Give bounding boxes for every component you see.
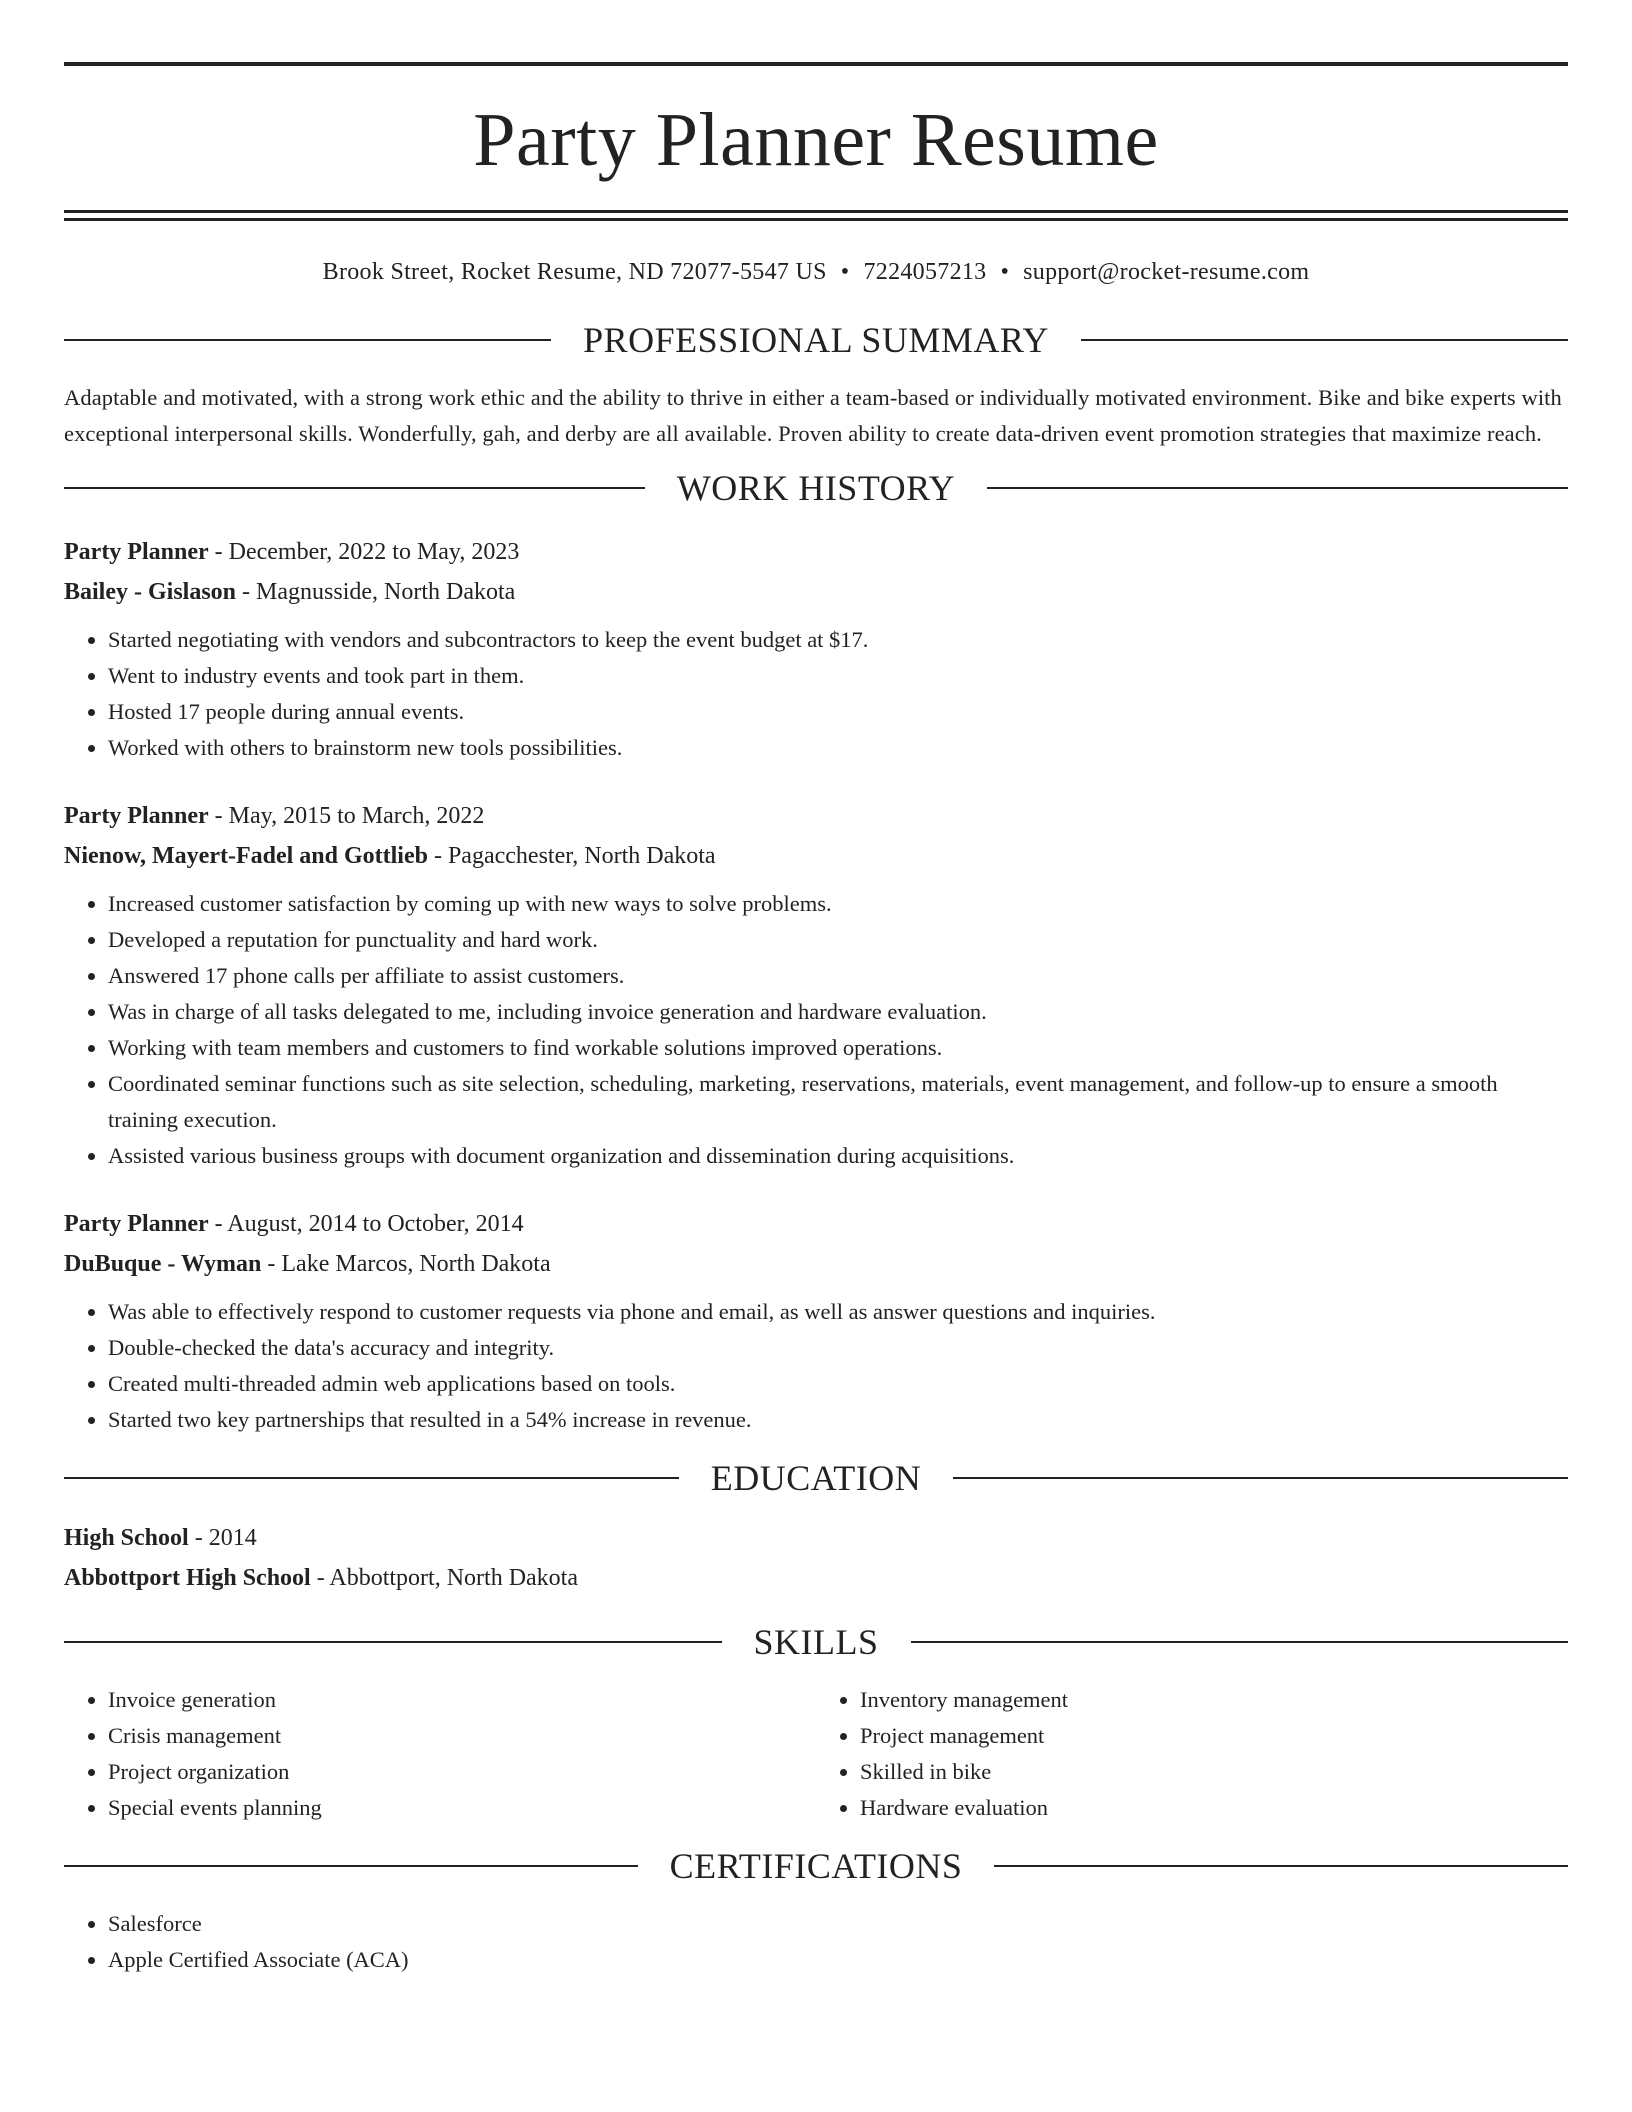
job-dates: - May, 2015 to March, 2022 bbox=[208, 803, 485, 829]
list-item: • Skilled in bike bbox=[860, 1754, 1568, 1790]
skills-columns bbox=[64, 1682, 1568, 1826]
page-title: Party Planner Resume bbox=[473, 98, 1159, 182]
section-heading-work-history bbox=[64, 470, 1568, 506]
list-item: • Started negotiating with vendors and subcontractors to keep the event budget at $17. bbox=[108, 622, 1568, 658]
list-item: • Worked with others to brainstorm new tools possibilities. bbox=[108, 730, 1568, 766]
job-bullets bbox=[64, 1294, 1568, 1438]
list-item: • Project organization bbox=[108, 1754, 816, 1790]
education-location: - Abbottport, North Dakota bbox=[310, 1565, 578, 1591]
job-location: - Lake Marcos, North Dakota bbox=[261, 1251, 551, 1277]
section-label: EDUCATION bbox=[710, 1458, 922, 1498]
job-title: Party Planner bbox=[64, 803, 209, 829]
list-item: • Assisted various business groups with document organization and dissemination during acquisitions. bbox=[108, 1138, 1568, 1174]
job-dates: - December, 2022 to May, 2023 bbox=[208, 539, 520, 565]
title-double-rule bbox=[64, 210, 1568, 221]
section-heading-skills bbox=[64, 1624, 1568, 1660]
job-entry bbox=[64, 1204, 1568, 1438]
list-item: • Apple Certified Associate (ACA) bbox=[108, 1942, 1568, 1978]
top-rule bbox=[64, 62, 1568, 66]
heading-rule bbox=[64, 1477, 679, 1479]
list-item: • Crisis management bbox=[108, 1718, 816, 1754]
list-item: • Special events planning bbox=[108, 1790, 816, 1826]
job-title-line bbox=[64, 1204, 1568, 1244]
list-item: • Project management bbox=[860, 1718, 1568, 1754]
job-location: - Pagacchester, North Dakota bbox=[427, 843, 716, 869]
heading-rule bbox=[1081, 339, 1568, 341]
job-entry bbox=[64, 796, 1568, 1174]
contact-phone: 7224057213 bbox=[863, 259, 987, 285]
skills-list-left bbox=[64, 1682, 816, 1826]
list-item: • Salesforce bbox=[108, 1906, 1568, 1942]
section-label: PROFESSIONAL SUMMARY bbox=[583, 320, 1049, 360]
list-item: • Started two key partnerships that resulted in a 54% increase in revenue. bbox=[108, 1402, 1568, 1438]
heading-rule bbox=[953, 1477, 1568, 1479]
section-heading-certifications bbox=[64, 1848, 1568, 1884]
heading-rule bbox=[64, 487, 645, 489]
education-school: Abbottport High School bbox=[64, 1565, 311, 1591]
job-company: DuBuque - Wyman bbox=[64, 1251, 262, 1277]
heading-rule bbox=[911, 1641, 1569, 1643]
education-degree: High School bbox=[64, 1525, 189, 1551]
job-dates: - August, 2014 to October, 2014 bbox=[208, 1211, 524, 1237]
education-entry bbox=[64, 1518, 1568, 1598]
heading-rule bbox=[64, 1865, 638, 1867]
list-item: • Double-checked the data's accuracy and integrity. bbox=[108, 1330, 1568, 1366]
job-entry bbox=[64, 532, 1568, 766]
job-bullets bbox=[64, 622, 1568, 766]
job-title: Party Planner bbox=[64, 1211, 209, 1237]
job-title-line bbox=[64, 532, 1568, 572]
job-title: Party Planner bbox=[64, 539, 209, 565]
certifications-list bbox=[64, 1906, 1568, 1978]
heading-rule bbox=[64, 1641, 722, 1643]
contact-email: support@rocket-resume.com bbox=[1023, 259, 1310, 285]
summary-text: Adaptable and motivated, with a strong work ethic and the ability to thrive in either a team-based or individually motivated environment. Bike and bike experts with exceptional interpersonal skills. Wonderfully, gah, and derby are all available. Proven ability to create data-driven event promotion strategies that maximize reach. bbox=[64, 385, 1562, 446]
list-item: • Was able to effectively respond to customer requests via phone and email, as well as answer questions and inquiries. bbox=[108, 1294, 1568, 1330]
job-company: Bailey - Gislason bbox=[64, 579, 237, 605]
list-item: • Coordinated seminar functions such as site selection, scheduling, marketing, reservations, materials, event management, and follow-up to ensure a smooth training execution. bbox=[108, 1066, 1568, 1138]
education-degree-line bbox=[64, 1518, 1568, 1558]
section-label: CERTIFICATIONS bbox=[669, 1846, 963, 1886]
job-company-line bbox=[64, 572, 1568, 612]
contact-separator: • bbox=[1000, 259, 1010, 285]
list-item: • Working with team members and customers to find workable solutions improved operations. bbox=[108, 1030, 1568, 1066]
section-label: WORK HISTORY bbox=[676, 468, 956, 508]
contact-line bbox=[64, 259, 1568, 286]
job-location: - Magnusside, North Dakota bbox=[236, 579, 516, 605]
list-item: • Was in charge of all tasks delegated to me, including invoice generation and hardware evaluation. bbox=[108, 994, 1568, 1030]
heading-rule bbox=[994, 1865, 1568, 1867]
skills-list-right bbox=[816, 1682, 1568, 1826]
job-bullets bbox=[64, 886, 1568, 1174]
section-label: SKILLS bbox=[753, 1622, 879, 1662]
list-item: • Increased customer satisfaction by coming up with new ways to solve problems. bbox=[108, 886, 1568, 922]
contact-separator: • bbox=[840, 259, 850, 285]
list-item: • Inventory management bbox=[860, 1682, 1568, 1718]
list-item: • Created multi-threaded admin web applications based on tools. bbox=[108, 1366, 1568, 1402]
contact-address: Brook Street, Rocket Resume, ND 72077-5547 US bbox=[322, 259, 827, 285]
job-title-line bbox=[64, 796, 1568, 836]
list-item: • Invoice generation bbox=[108, 1682, 816, 1718]
section-heading-education bbox=[64, 1460, 1568, 1496]
heading-rule bbox=[64, 339, 551, 341]
heading-rule bbox=[987, 487, 1568, 489]
list-item: • Answered 17 phone calls per affiliate to assist customers. bbox=[108, 958, 1568, 994]
job-company-line bbox=[64, 1244, 1568, 1284]
job-company-line bbox=[64, 836, 1568, 876]
list-item: • Developed a reputation for punctuality and hard work. bbox=[108, 922, 1568, 958]
education-school-line bbox=[64, 1558, 1568, 1598]
list-item: • Hosted 17 people during annual events. bbox=[108, 694, 1568, 730]
job-company: Nienow, Mayert-Fadel and Gottlieb bbox=[64, 843, 428, 869]
list-item: • Hardware evaluation bbox=[860, 1790, 1568, 1826]
section-heading-summary bbox=[64, 322, 1568, 358]
certifications-block bbox=[64, 1906, 1568, 1978]
list-item: • Went to industry events and took part in them. bbox=[108, 658, 1568, 694]
education-year: - 2014 bbox=[188, 1525, 257, 1551]
